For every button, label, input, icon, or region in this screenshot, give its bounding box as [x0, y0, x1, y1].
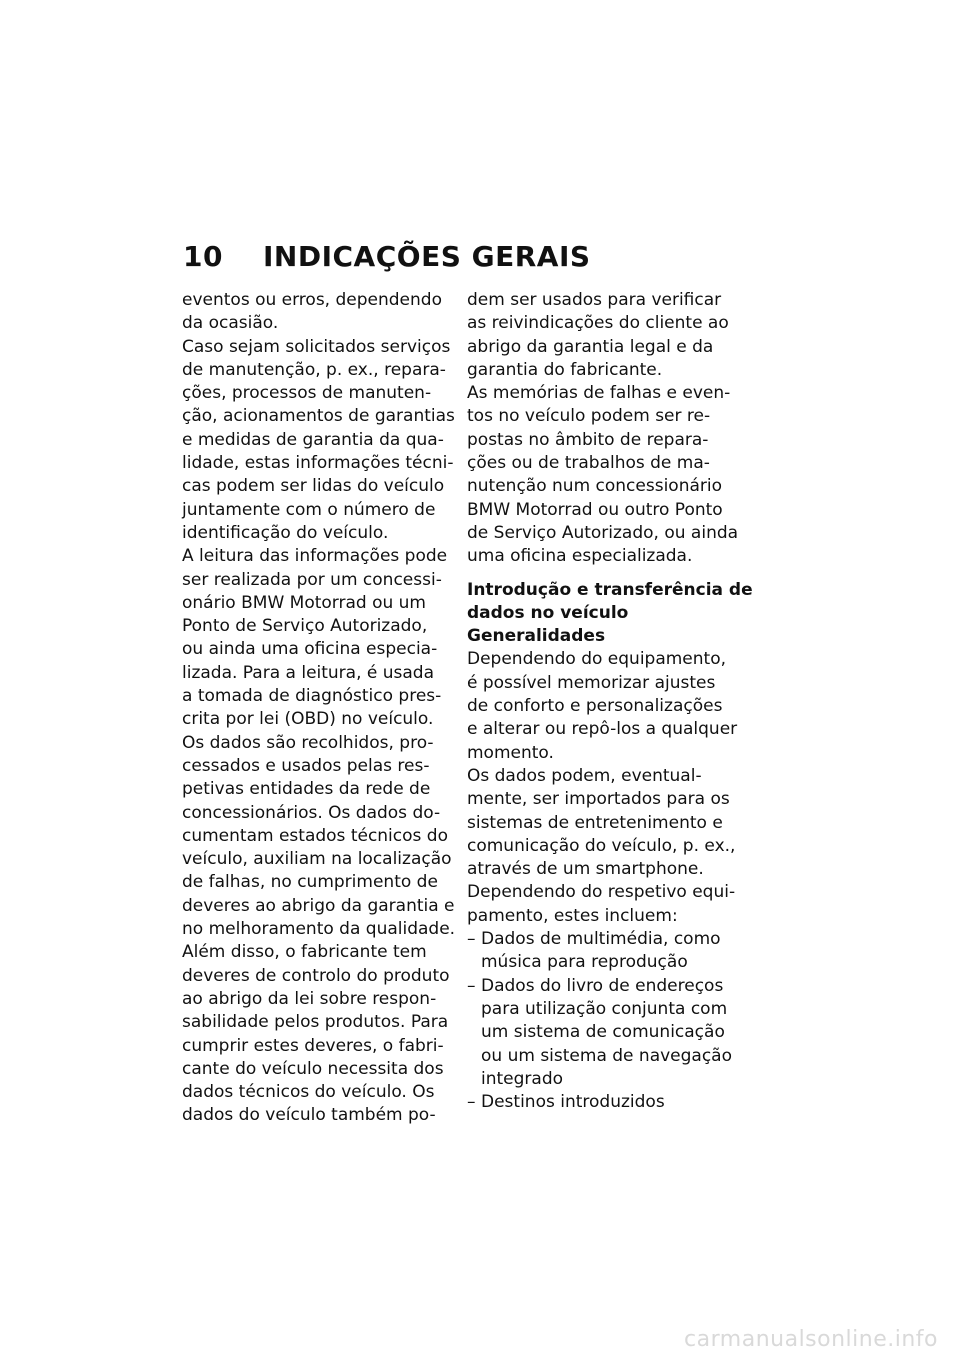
text-line: eventos ou erros, dependendo [182, 290, 442, 310]
text-line: lidade, estas informações técni- [182, 453, 454, 474]
text-line: ções ou de trabalhos de ma- [467, 453, 710, 474]
text-line: identificação do veículo. [182, 522, 389, 543]
text-line: BMW Motorrad ou outro Ponto [467, 499, 723, 520]
list-item-line: música para reprodução [481, 952, 688, 973]
text-line: petivas entidades da rede de [182, 779, 431, 800]
text-line: através de um smartphone. [467, 859, 704, 880]
list-item-line: um sistema de comunicação [481, 1022, 725, 1043]
text-line: As memórias de falhas e even- [467, 383, 731, 404]
list-item-line [467, 928, 735, 951]
text-line: ser realizada por um concessi- [182, 569, 442, 590]
section-heading: Introdução e transferência de dados no veículo [467, 579, 753, 623]
text-line: crita por lei (OBD) no veículo. [182, 709, 434, 730]
list-item-line: ou um sistema de navegação [481, 1045, 732, 1066]
list-item-line: para utilização conjunta com [481, 998, 728, 1019]
list-item [467, 975, 735, 1091]
list-item-line: integrado [481, 1068, 564, 1089]
text-line: uma oficina especializada. [467, 546, 693, 567]
list-dash: – [467, 929, 476, 950]
list-item-text: Dados do livro de endereços [481, 975, 724, 996]
text-line: ou ainda uma oficina especia- [182, 639, 438, 660]
text-line: Dependendo do respetivo equi- [467, 882, 736, 903]
text-line: momento. [467, 742, 554, 763]
text-line: abrigo da garantia legal e da [467, 336, 714, 357]
text-line: juntamente com o número de [182, 499, 436, 520]
text-line: de conforto e personalizações [467, 696, 723, 717]
text-line: ao abrigo da lei sobre respon- [182, 988, 437, 1009]
text-line: nutenção num concessionário [467, 476, 722, 497]
text-line: deveres de controlo do produto [182, 965, 450, 986]
text-line: concessionários. Os dados do- [182, 802, 441, 823]
text-line: no melhoramento da qualidade. [182, 919, 456, 940]
paragraph-generalities [467, 648, 738, 928]
list-item-text: Dados de multimédia, como [481, 929, 721, 950]
text-line: A leitura das informações pode [182, 546, 448, 567]
left-column [182, 289, 456, 1128]
paragraph-warranty [467, 289, 739, 569]
text-line: de Serviço Autorizado, ou ainda [467, 522, 739, 543]
list-dash: – [467, 975, 476, 996]
text-line: cumentam estados técnicos do [182, 825, 448, 846]
text-line: a tomada de diagnóstico pres- [182, 686, 442, 707]
text-line: de manutenção, p. ex., repara- [182, 359, 446, 380]
text-line: Além disso, o fabricante tem [182, 942, 427, 963]
page-header [183, 240, 591, 273]
text-line: as reivindicações do cliente ao [467, 313, 729, 334]
watermark: carmanualsonline.info [684, 1327, 938, 1352]
text-line: cumprir estes deveres, o fabri- [182, 1035, 444, 1056]
subsection-heading: Generalidades [467, 626, 606, 647]
text-line: ção, acionamentos de garantias [182, 406, 455, 427]
text-line: dem ser usados para verificar [467, 290, 722, 310]
text-line: Os dados podem, eventual- [467, 765, 702, 786]
text-line: Caso sejam solicitados serviços [182, 336, 451, 357]
list-item-text: Destinos introduzidos [481, 1092, 665, 1113]
text-line: Dependendo do equipamento, [467, 649, 727, 670]
list-item [467, 928, 735, 975]
text-line: cessados e usados pelas res- [182, 755, 430, 776]
text-line: onário BMW Motorrad ou um [182, 592, 426, 613]
text-line: dados do veículo também po- [182, 1105, 436, 1126]
text-line: cas podem ser lidas do veículo [182, 476, 445, 497]
text-line: e alterar ou repô-los a qualquer [467, 719, 738, 740]
text-line: mente, ser importados para os [467, 789, 730, 810]
list-item-line [467, 975, 735, 998]
text-line: garantia do fabricante. [467, 359, 663, 380]
text-line: lizada. Para a leitura, é usada [182, 662, 435, 683]
list-dash: – [467, 1092, 476, 1113]
text-line: veículo, auxiliam na localização [182, 849, 452, 870]
text-line: comunicação do veículo, p. ex., [467, 835, 736, 856]
chapter-number: 10 [183, 240, 223, 273]
text-line: de falhas, no cumprimento de [182, 872, 438, 893]
text-line: e medidas de garantia da qua- [182, 429, 444, 450]
text-line: cante do veículo necessita dos [182, 1058, 444, 1079]
text-line: pamento, estes incluem: [467, 905, 678, 926]
text-line: tos no veículo podem ser re- [467, 406, 711, 427]
right-column [467, 289, 753, 1114]
text-line: é possível memorizar ajustes [467, 672, 716, 693]
list-item-line [467, 1091, 735, 1114]
chapter-title: INDICAÇÕES GERAIS [263, 240, 591, 273]
text-line: Os dados são recolhidos, pro- [182, 732, 434, 753]
text-line: deveres ao abrigo da garantia e [182, 895, 455, 916]
text-line: da ocasião. [182, 313, 279, 334]
text-line: ções, processos de manuten- [182, 383, 432, 404]
text-line: Ponto de Serviço Autorizado, [182, 616, 428, 637]
text-line: postas no âmbito de repara- [467, 429, 709, 450]
text-line: dados técnicos do veículo. Os [182, 1082, 435, 1103]
text-line: sabilidade pelos produtos. Para [182, 1012, 449, 1033]
text-line: sistemas de entretenimento e [467, 812, 723, 833]
list-item [467, 1091, 735, 1114]
data-list [467, 928, 735, 1114]
